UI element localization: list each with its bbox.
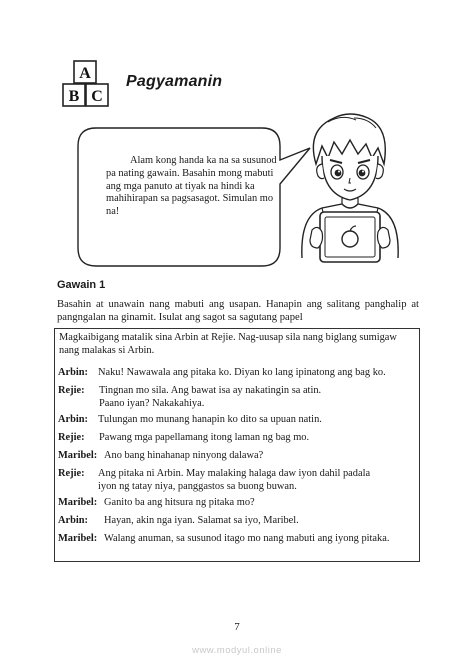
speaker-name: Arbin: (58, 515, 89, 526)
speech-text: Hayan, akin nga iyan. Salamat sa iyo, Maribel. (104, 515, 299, 526)
speaker-name: Arbin: (58, 414, 89, 425)
bubble-text: Alam kong handa ka na sa susunod pa nating gawain. Basahin mong mabuti ang mga panuto at tiyak na hindi ka mahihirapan sa pagsasagot. Simulan mo na! (106, 155, 277, 218)
speech-text (99, 385, 417, 410)
speaker-name: Rejie: (58, 432, 85, 443)
speaker-name: Maribel: (58, 533, 98, 544)
activity-instructions: Basahin at unawain nang mabuti ang usapan. Hanapin ang salitang panghalip at pangngalan na ginamit. Isulat ang sagot sa sagutang papel (57, 299, 419, 323)
speaker-name: Rejie: (58, 385, 85, 396)
speech-bubble (74, 122, 314, 272)
speech-line: Ang pitaka ni Arbin. May malaking halaga daw iyon dahil padala (98, 468, 371, 479)
page-number: 7 (234, 621, 240, 633)
activity-title: Gawain 1 (57, 279, 106, 291)
student-with-tablet-illustration (292, 108, 407, 268)
section-title: Pagyamanin (126, 73, 223, 90)
abc-letter-a: A (79, 65, 91, 82)
speech-text: Ganito ba ang hitsura ng pitaka mo? (104, 497, 255, 508)
speech-line: Paano iyan? Nakakahiya. (99, 397, 205, 409)
speech-line: iyon ng tatay niya, panggastos sa buong buwan. (98, 480, 297, 492)
speaker-name: Rejie: (58, 468, 85, 479)
abc-letter-c: C (91, 88, 103, 105)
speech-text: Pawang mga papellamang itong laman ng bag mo. (99, 432, 310, 443)
speaker-name: Maribel: (58, 497, 98, 508)
speech-line: Tingnan mo sila. Ang bawat isa ay nakatingin sa atin. (99, 385, 322, 396)
abc-letter-b: B (68, 88, 80, 105)
dialogue-intro: Magkaibigang matalik sina Arbin at Rejie. Nag-uusap sila nang biglang sumigaw nang malakas si Arbin. (59, 332, 397, 356)
abc-blocks-icon (60, 60, 112, 108)
speech-text (98, 468, 416, 493)
speech-text: Ano bang hinahanap ninyong dalawa? (104, 450, 264, 461)
speech-text: Walang anuman, sa susunod itago mo nang mabuti ang iyong pitaka. (104, 533, 390, 544)
speaker-name: Arbin: (58, 367, 89, 378)
watermark: www.modyul.online (192, 645, 282, 656)
speaker-name: Maribel: (58, 450, 98, 461)
speech-text: Tulungan mo munang hanapin ko dito sa upuan natin. (98, 414, 322, 425)
speech-text: Naku! Nawawala ang pitaka ko. Diyan ko lang ipinatong ang bag ko. (98, 367, 386, 378)
dialogue-box (54, 328, 420, 562)
